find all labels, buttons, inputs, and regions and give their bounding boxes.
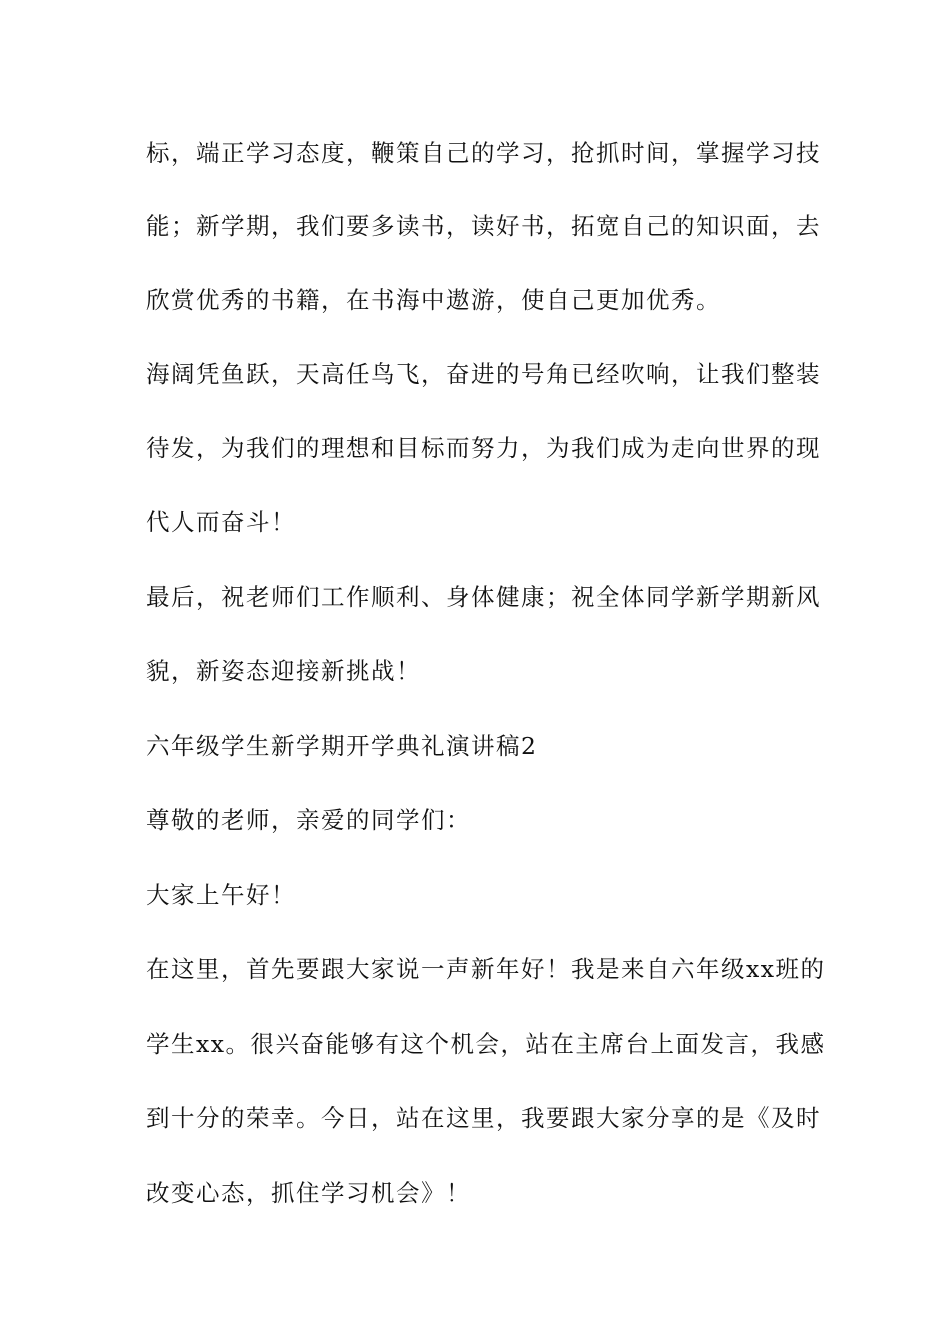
text-line: 学生xx。很兴奋能够有这个机会，站在主席台上面发言，我感 [146, 1030, 826, 1058]
text-line: 最后，祝老师们工作顺利、身体健康；祝全体同学新学期新风 [146, 583, 821, 611]
text-line: 海阔凭鱼跃，天高任鸟飞，奋进的号角已经吹响，让我们整装 [146, 360, 821, 388]
text-line: 能；新学期，我们要多读书，读好书，拓宽自己的知识面，去 [146, 212, 821, 240]
text-line: 貌，新姿态迎接新挑战！ [146, 657, 421, 685]
section-heading: 六年级学生新学期开学典礼演讲稿2 [146, 732, 538, 760]
text-line: 改变心态，抓住学习机会》！ [146, 1179, 471, 1207]
text-line: 欣赏优秀的书籍，在书海中遨游，使自己更加优秀。 [146, 286, 721, 314]
text-line: 在这里，首先要跟大家说一声新年好！我是来自六年级xx班的 [146, 955, 826, 983]
text-line: 到十分的荣幸。今日，站在这里，我要跟大家分享的是《及时 [146, 1104, 821, 1132]
text-line: 大家上午好！ [146, 881, 296, 909]
text-line: 代人而奋斗！ [146, 508, 296, 536]
text-line: 标，端正学习态度，鞭策自己的学习，抢抓时间，掌握学习技 [146, 139, 821, 167]
text-line: 尊敬的老师，亲爱的同学们： [146, 806, 471, 834]
text-line: 待发，为我们的理想和目标而努力，为我们成为走向世界的现 [146, 434, 821, 462]
